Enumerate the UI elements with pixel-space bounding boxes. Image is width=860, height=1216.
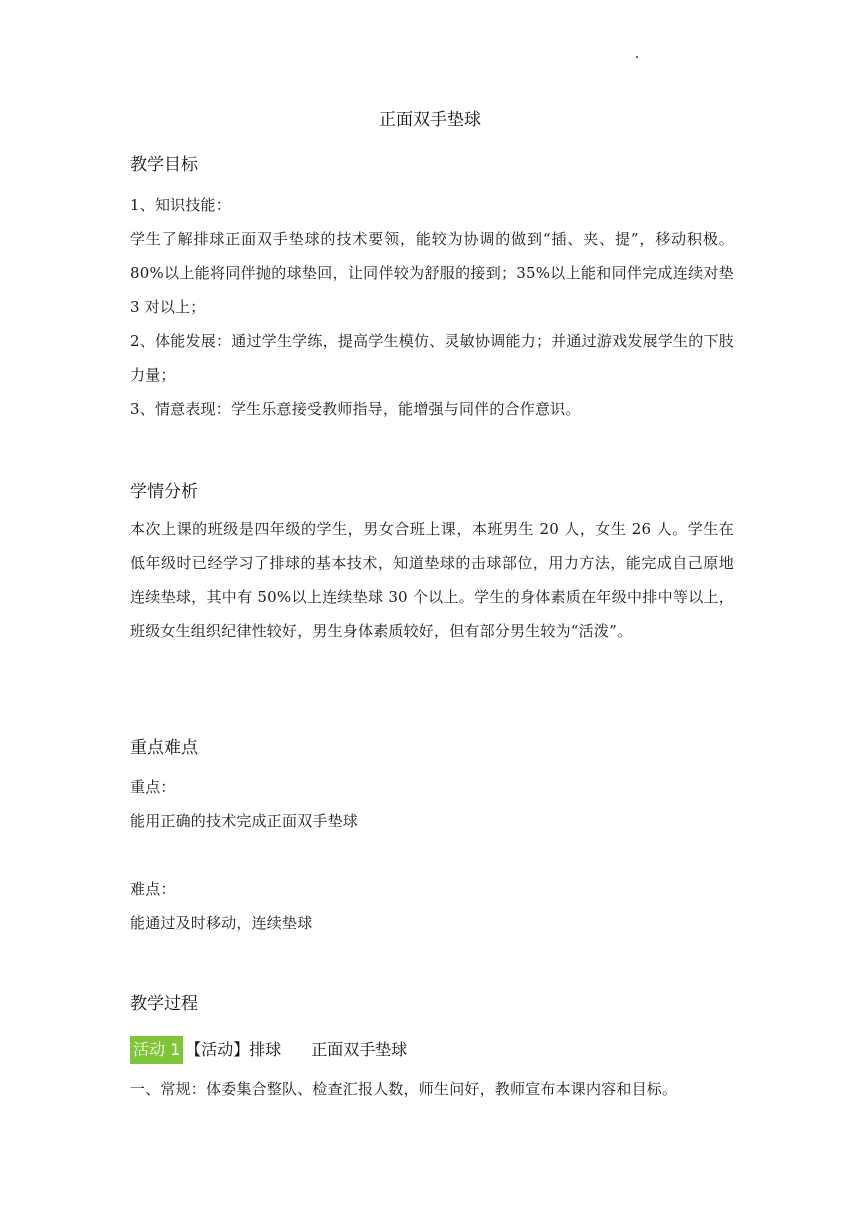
difficulty-text: 能通过及时移动，连续垫球 bbox=[130, 914, 313, 932]
section-heading-objectives: 教学目标 bbox=[130, 155, 198, 175]
objective-line-3: 2、体能发展：通过学生学练，提高学生模仿、灵敏协调能力；并通过游戏发展学生的下肢力量； bbox=[130, 332, 734, 384]
process-body bbox=[130, 1072, 734, 1106]
key-points-body bbox=[130, 770, 734, 940]
section-heading-key-points: 重点难点 bbox=[130, 738, 198, 758]
process-step-1: 一、常规：体委集合整队、检查汇报人数，师生问好，教师宣布本课内容和目标。 bbox=[130, 1080, 678, 1098]
analysis-body bbox=[130, 512, 734, 648]
activity-name: 正面双手垫球 bbox=[311, 1040, 408, 1059]
section-heading-analysis: 学情分析 bbox=[130, 482, 198, 502]
objective-line-1: 1、知识技能： bbox=[130, 196, 231, 214]
focus-text: 能用正确的技术完成正面双手垫球 bbox=[130, 812, 359, 830]
activity-tag: 【活动】排球 bbox=[185, 1040, 282, 1059]
objectives-body bbox=[130, 188, 734, 426]
objective-line-4: 3、情意表现：学生乐意接受教师指导，能增强与同伴的合作意识。 bbox=[130, 400, 581, 418]
objective-line-2: 学生了解排球正面双手垫球的技术要领，能较为协调的做到“插、夹、提”，移动积极。80%以上能将同伴抛的球垫回，让同伴较为舒服的接到；35%以上能和同伴完成连续对垫 3 对以上； bbox=[130, 230, 734, 316]
section-heading-process: 教学过程 bbox=[130, 994, 198, 1014]
activity-badge: 活动 1 bbox=[130, 1036, 183, 1064]
analysis-paragraph: 本次上课的班级是四年级的学生，男女合班上课，本班男生 20 人，女生 26 人。学生在低年级时已经学习了排球的基本技术，知道垫球的击球部位，用力方法，能完成自己原地连续垫球，其中有 50%以上连续垫球 30 个以上。学生的身体素质在年级中排中等以上，班级女生组织纪律性较好，男生身体素质较好，但有部分男生较为“活泼”。 bbox=[130, 520, 734, 640]
spacer bbox=[130, 838, 734, 872]
document-title: 正面双手垫球 bbox=[379, 110, 481, 130]
focus-label: 重点： bbox=[130, 778, 176, 796]
page-dot-mark bbox=[636, 56, 638, 58]
activity-header bbox=[130, 1036, 407, 1064]
difficulty-label: 难点： bbox=[130, 880, 176, 898]
